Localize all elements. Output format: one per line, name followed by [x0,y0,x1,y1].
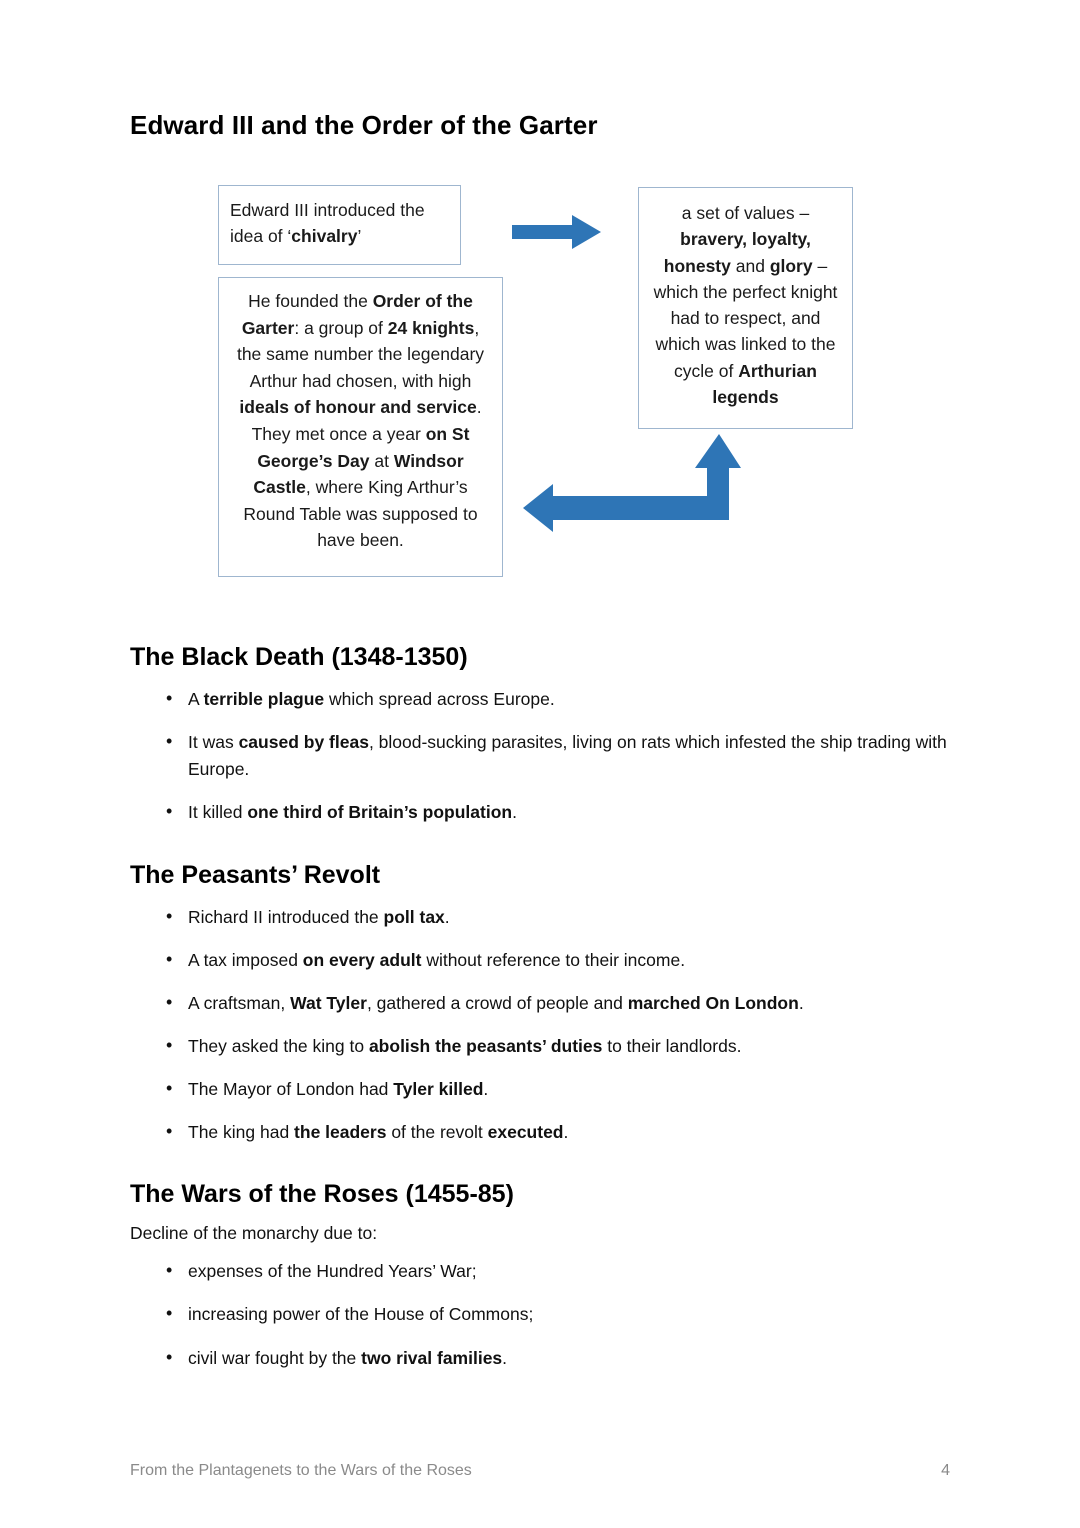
section-black-death [130,643,950,827]
bullet-list [130,1258,950,1371]
section-heading: The Wars of the Roses (1455-85) [130,1180,514,1209]
list-item: • civil war fought by the two rival families. [166,1345,950,1372]
section-lead-text: Decline of the monarchy due to: [130,1223,378,1244]
list-item: • The king had the leaders of the revolt executed. [166,1119,950,1146]
bullet-list [130,904,950,1147]
section-wars-of-the-roses [130,1180,950,1371]
list-item: • A craftsman, Wat Tyler, gathered a crowd of people and marched On London. [166,990,950,1017]
list-item: • It killed one third of Britain’s population. [166,799,950,826]
list-item: • It was caused by fleas, blood-sucking parasites, living on rats which infested the ship trading with Europe. [166,729,950,783]
diagram-box-values: a set of values – bravery, loyalty, honesty and glory – which the perfect knight had to respect, and which was linked to the cycle of Arthurian legends [638,187,853,429]
section-heading: The Black Death (1348-1350) [130,643,468,671]
page-title: Edward III and the Order of the Garter [130,110,598,140]
order-of-the-garter-diagram [218,179,1038,609]
list-item: • A terrible plague which spread across Europe. [166,686,950,713]
list-item: • expenses of the Hundred Years’ War; [166,1258,950,1285]
arrow-left-up-icon [523,434,743,564]
page-number: 4 [941,1462,950,1479]
list-item: • They asked the king to abolish the peasants’ duties to their landlords. [166,1033,950,1060]
page-footer [0,1462,1080,1480]
list-item: • The Mayor of London had Tyler killed. [166,1076,950,1103]
arrow-right-icon [512,215,602,249]
list-item: • A tax imposed on every adult without reference to their income. [166,947,950,974]
list-item: • increasing power of the House of Commons; [166,1301,950,1328]
diagram-box-intro: Edward III introduced the idea of ‘chivalry’ [218,185,461,265]
bullet-list [130,686,950,827]
section-peasants-revolt [130,861,950,1147]
footer-title: From the Plantagenets to the Wars of the Roses [130,1462,472,1479]
list-item: • Richard II introduced the poll tax. [166,904,950,931]
section-heading: The Peasants’ Revolt [130,860,381,889]
diagram-box-garter: He founded the Order of the Garter: a group of 24 knights, the same number the legendary Arthur had chosen, with high ideals of honour and service. They met once a year on St George’s Day at Windsor Castle, where King Arthur’s Round Table was supposed to have been. [218,277,503,577]
